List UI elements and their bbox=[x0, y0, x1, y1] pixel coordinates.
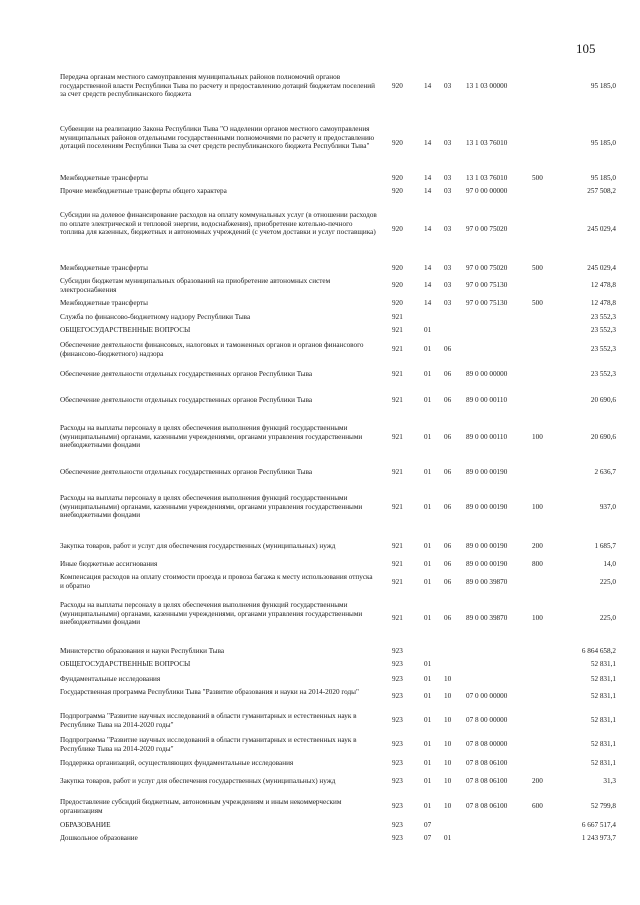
row-name: Субвенции на реализацию Закона Республики Тыва "О наделении органов местного самоуправления муниципальных районов отдельными государственными полномочиями по расчету и предоставлению дотаций поселениям Республики Тыва за счет средств республиканского бюджета Республики Тыва" bbox=[60, 125, 375, 151]
row-sum: 23 552,3 bbox=[590, 345, 616, 353]
row-pr: 10 bbox=[444, 740, 452, 748]
row-csr: 07 8 08 06100 bbox=[466, 777, 508, 785]
row-sum: 20 690,6 bbox=[590, 433, 616, 441]
row-sum: 1 685,7 bbox=[594, 542, 616, 550]
row-sum: 95 185,0 bbox=[590, 139, 616, 147]
row-sum: 52 831,1 bbox=[590, 675, 616, 683]
row-sum: 20 690,6 bbox=[590, 396, 616, 404]
row-pr: 03 bbox=[444, 174, 452, 182]
row-rz: 01 bbox=[424, 759, 432, 767]
row-sum: 6 864 658,2 bbox=[581, 647, 616, 655]
row-name: Подпрограмма "Развитие научных исследований в области гуманитарных и естественных наук в Республике Тыва на 2014-2020 годы" bbox=[60, 712, 357, 729]
row-sum: 23 552,3 bbox=[590, 370, 616, 378]
row-pr: 06 bbox=[444, 560, 452, 568]
row-ved: 923 bbox=[392, 692, 403, 700]
row-rz: 14 bbox=[424, 82, 432, 90]
row-name: Обеспечение деятельности финансовых, налоговых и таможенных органов и органов финансового (финансово-бюджетного) надзора bbox=[60, 341, 364, 358]
row-ved: 923 bbox=[392, 834, 403, 842]
row-ved: 921 bbox=[392, 468, 403, 476]
row-ved: 923 bbox=[392, 759, 403, 767]
row-csr: 07 8 08 06100 bbox=[466, 802, 508, 810]
row-rz: 14 bbox=[424, 174, 432, 182]
row-ved: 921 bbox=[392, 503, 403, 511]
row-ved: 921 bbox=[392, 313, 403, 321]
row-name: Обеспечение деятельности отдельных государственных органов Республики Тыва bbox=[60, 468, 313, 476]
row-ved: 921 bbox=[392, 396, 403, 404]
row-vr: 100 bbox=[532, 503, 543, 511]
row-sum: 2 636,7 bbox=[594, 468, 616, 476]
row-csr: 89 0 00 00190 bbox=[466, 468, 508, 476]
row-name: Государственная программа Республики Тыва "Развитие образования и науки на 2014-2020 годы" bbox=[60, 688, 359, 696]
row-sum: 52 831,1 bbox=[590, 740, 616, 748]
row-pr: 10 bbox=[444, 802, 452, 810]
row-name: Иные бюджетные ассигнования bbox=[60, 560, 158, 568]
row-pr: 06 bbox=[444, 468, 452, 476]
row-sum: 23 552,3 bbox=[590, 313, 616, 321]
row-pr: 03 bbox=[444, 264, 452, 272]
row-ved: 923 bbox=[392, 777, 403, 785]
row-pr: 10 bbox=[444, 759, 452, 767]
row-rz: 01 bbox=[424, 675, 432, 683]
row-ved: 921 bbox=[392, 326, 403, 334]
row-pr: 01 bbox=[444, 834, 452, 842]
row-csr: 89 0 00 00190 bbox=[466, 503, 508, 511]
row-ved: 923 bbox=[392, 740, 403, 748]
row-rz: 01 bbox=[424, 396, 432, 404]
row-name: Поддержка организаций, осуществляющих фундаментальные исследования bbox=[60, 759, 294, 767]
row-name: Субсидии на долевое финансирование расходов на оплату коммунальных услуг (в отношении расходов по оплате электрической и тепловой энергии, водоснабжения), приобретение котельно-печного топлива для казенных, бюджетных и автономных учреждений (с учетом доставки и услуг поставщика) bbox=[60, 211, 377, 237]
row-sum: 12 478,8 bbox=[590, 299, 616, 307]
row-rz: 01 bbox=[424, 692, 432, 700]
row-sum: 1 243 973,7 bbox=[581, 834, 616, 842]
row-name: Расходы на выплаты персоналу в целях обеспечения выполнения функций государственными (муниципальными) органами, казенными учреждениями, органами управления государственными внебюджетными фондами bbox=[60, 424, 363, 450]
row-name: Обеспечение деятельности отдельных государственных органов Республики Тыва bbox=[60, 396, 313, 404]
row-csr: 13 1 03 76010 bbox=[466, 174, 508, 182]
row-ved: 920 bbox=[392, 299, 403, 307]
row-rz: 01 bbox=[424, 740, 432, 748]
row-ved: 923 bbox=[392, 647, 403, 655]
row-sum: 52 831,1 bbox=[590, 759, 616, 767]
row-rz: 14 bbox=[424, 139, 432, 147]
row-csr: 89 0 00 00190 bbox=[466, 560, 508, 568]
row-pr: 03 bbox=[444, 225, 452, 233]
row-name: Обеспечение деятельности отдельных государственных органов Республики Тыва bbox=[60, 370, 313, 378]
row-csr: 13 1 03 00000 bbox=[466, 82, 508, 90]
row-rz: 14 bbox=[424, 264, 432, 272]
row-rz: 14 bbox=[424, 225, 432, 233]
row-sum: 23 552,3 bbox=[590, 326, 616, 334]
row-ved: 920 bbox=[392, 225, 403, 233]
page-number: 105 bbox=[576, 41, 596, 56]
row-ved: 921 bbox=[392, 560, 403, 568]
row-name: Фундаментальные исследования bbox=[60, 675, 161, 683]
row-csr: 07 8 08 06100 bbox=[466, 759, 508, 767]
row-pr: 06 bbox=[444, 370, 452, 378]
row-vr: 500 bbox=[532, 299, 543, 307]
row-rz: 01 bbox=[424, 542, 432, 550]
row-rz: 07 bbox=[424, 821, 432, 829]
row-pr: 10 bbox=[444, 675, 452, 683]
row-ved: 921 bbox=[392, 370, 403, 378]
row-rz: 01 bbox=[424, 777, 432, 785]
row-name: ОБРАЗОВАНИЕ bbox=[60, 821, 111, 829]
row-rz: 01 bbox=[424, 578, 432, 586]
row-rz: 01 bbox=[424, 614, 432, 622]
row-rz: 01 bbox=[424, 370, 432, 378]
row-sum: 31,3 bbox=[603, 777, 616, 785]
row-sum: 52 831,1 bbox=[590, 660, 616, 668]
row-csr: 13 1 03 76010 bbox=[466, 139, 508, 147]
row-name: Дошкольное образование bbox=[60, 834, 138, 842]
row-pr: 03 bbox=[444, 139, 452, 147]
row-name: Субсидии бюджетам муниципальных образований на приобретение автономных систем электроснабжения bbox=[60, 277, 331, 294]
row-csr: 89 0 00 39870 bbox=[466, 614, 508, 622]
row-ved: 923 bbox=[392, 675, 403, 683]
row-sum: 225,0 bbox=[599, 614, 616, 622]
row-sum: 257 508,2 bbox=[587, 187, 616, 195]
row-csr: 07 0 00 00000 bbox=[466, 692, 508, 700]
row-csr: 89 0 00 00190 bbox=[466, 542, 508, 550]
row-pr: 03 bbox=[444, 299, 452, 307]
row-pr: 06 bbox=[444, 578, 452, 586]
row-csr: 97 0 00 75130 bbox=[466, 281, 508, 289]
row-pr: 06 bbox=[444, 345, 452, 353]
row-rz: 01 bbox=[424, 326, 432, 334]
row-csr: 89 0 00 00110 bbox=[466, 433, 508, 441]
row-vr: 200 bbox=[532, 542, 543, 550]
row-ved: 920 bbox=[392, 139, 403, 147]
row-ved: 920 bbox=[392, 82, 403, 90]
row-name: Расходы на выплаты персоналу в целях обеспечения выполнения функций государственными (муниципальными) органами, казенными учреждениями, органами управления государственными внебюджетными фондами bbox=[60, 601, 363, 627]
row-rz: 01 bbox=[424, 503, 432, 511]
row-ved: 920 bbox=[392, 281, 403, 289]
row-pr: 10 bbox=[444, 777, 452, 785]
row-ved: 921 bbox=[392, 345, 403, 353]
row-pr: 03 bbox=[444, 82, 452, 90]
row-name: ОБЩЕГОСУДАРСТВЕННЫЕ ВОПРОСЫ bbox=[60, 326, 191, 334]
row-vr: 100 bbox=[532, 614, 543, 622]
row-sum: 6 667 517,4 bbox=[581, 821, 616, 829]
row-name: Расходы на выплаты персоналу в целях обеспечения выполнения функций государственными (муниципальными) органами, казенными учреждениями, органами управления государственными внебюджетными фондами bbox=[60, 494, 363, 520]
row-ved: 921 bbox=[392, 542, 403, 550]
row-name: Предоставление субсидий бюджетным, автономным учреждениям и иным некоммерческим организациям bbox=[60, 798, 342, 815]
row-csr: 89 0 00 00000 bbox=[466, 370, 508, 378]
row-rz: 01 bbox=[424, 560, 432, 568]
row-csr: 97 0 00 00000 bbox=[466, 187, 508, 195]
row-sum: 52 831,1 bbox=[590, 716, 616, 724]
row-sum: 52 831,1 bbox=[590, 692, 616, 700]
row-csr: 07 8 08 00000 bbox=[466, 740, 508, 748]
row-pr: 03 bbox=[444, 187, 452, 195]
row-rz: 14 bbox=[424, 281, 432, 289]
row-vr: 100 bbox=[532, 433, 543, 441]
row-name: Межбюджетные трансферты bbox=[60, 264, 148, 272]
row-pr: 03 bbox=[444, 281, 452, 289]
row-csr: 97 0 00 75130 bbox=[466, 299, 508, 307]
row-name: Закупка товаров, работ и услуг для обеспечения государственных (муниципальных) нужд bbox=[60, 542, 336, 550]
row-csr: 97 0 00 75020 bbox=[466, 225, 508, 233]
row-sum: 245 029,4 bbox=[587, 225, 616, 233]
row-name: Компенсация расходов на оплату стоимости проезда и провоза багажа к месту использования отпуска и обратно bbox=[60, 573, 373, 590]
row-ved: 923 bbox=[392, 821, 403, 829]
row-csr: 89 0 00 39870 bbox=[466, 578, 508, 586]
row-ved: 923 bbox=[392, 802, 403, 810]
row-pr: 06 bbox=[444, 542, 452, 550]
row-vr: 500 bbox=[532, 174, 543, 182]
row-rz: 01 bbox=[424, 468, 432, 476]
row-rz: 01 bbox=[424, 716, 432, 724]
row-pr: 06 bbox=[444, 614, 452, 622]
row-pr: 10 bbox=[444, 692, 452, 700]
row-sum: 95 185,0 bbox=[590, 82, 616, 90]
row-sum: 937,0 bbox=[599, 503, 616, 511]
row-pr: 06 bbox=[444, 433, 452, 441]
row-name: Передача органам местного самоуправления муниципальных районов полномочий органов государственной власти Республики Тыва по расчету и предоставлению дотаций бюджетам поселений за счет средств республиканского бюджета bbox=[60, 73, 375, 99]
row-sum: 12 478,8 bbox=[590, 281, 616, 289]
row-sum: 14,0 bbox=[603, 560, 616, 568]
row-csr: 97 0 00 75020 bbox=[466, 264, 508, 272]
row-ved: 920 bbox=[392, 174, 403, 182]
row-ved: 920 bbox=[392, 264, 403, 272]
row-vr: 200 bbox=[532, 777, 543, 785]
row-ved: 920 bbox=[392, 187, 403, 195]
row-csr: 07 8 00 00000 bbox=[466, 716, 508, 724]
row-vr: 800 bbox=[532, 560, 543, 568]
row-sum: 95 185,0 bbox=[590, 174, 616, 182]
row-name: Межбюджетные трансферты bbox=[60, 174, 148, 182]
row-ved: 921 bbox=[392, 433, 403, 441]
row-name: Служба по финансово-бюджетному надзору Республики Тыва bbox=[60, 313, 251, 321]
row-rz: 07 bbox=[424, 834, 432, 842]
row-ved: 923 bbox=[392, 716, 403, 724]
row-name: Подпрограмма "Развитие научных исследований в области гуманитарных и естественных наук в Республике Тыва на 2014-2020 годы" bbox=[60, 736, 357, 753]
row-rz: 01 bbox=[424, 660, 432, 668]
row-sum: 52 799,8 bbox=[590, 802, 616, 810]
row-ved: 921 bbox=[392, 614, 403, 622]
row-pr: 06 bbox=[444, 503, 452, 511]
row-name: Закупка товаров, работ и услуг для обеспечения государственных (муниципальных) нужд bbox=[60, 777, 336, 785]
row-rz: 01 bbox=[424, 433, 432, 441]
row-vr: 500 bbox=[532, 264, 543, 272]
row-pr: 10 bbox=[444, 716, 452, 724]
row-sum: 245 029,4 bbox=[587, 264, 616, 272]
row-ved: 921 bbox=[392, 578, 403, 586]
row-name: Прочие межбюджетные трансферты общего характера bbox=[60, 187, 227, 195]
row-rz: 14 bbox=[424, 299, 432, 307]
row-csr: 89 0 00 00110 bbox=[466, 396, 508, 404]
row-rz: 01 bbox=[424, 802, 432, 810]
row-rz: 01 bbox=[424, 345, 432, 353]
row-name: Межбюджетные трансферты bbox=[60, 299, 148, 307]
row-pr: 06 bbox=[444, 396, 452, 404]
row-rz: 14 bbox=[424, 187, 432, 195]
row-ved: 923 bbox=[392, 660, 403, 668]
row-name: ОБЩЕГОСУДАРСТВЕННЫЕ ВОПРОСЫ bbox=[60, 660, 191, 668]
row-sum: 225,0 bbox=[599, 578, 616, 586]
row-name: Министерство образования и науки Республики Тыва bbox=[60, 647, 225, 655]
row-vr: 600 bbox=[532, 802, 543, 810]
